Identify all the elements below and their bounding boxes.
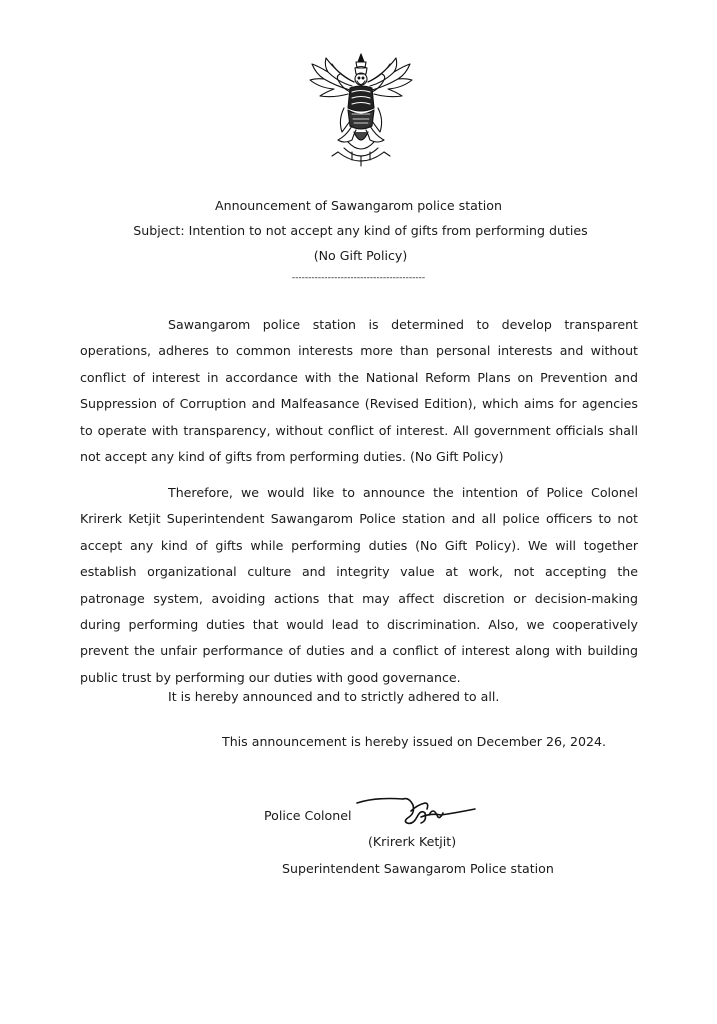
announcement-title: Announcement of Sawangarom police station [214, 198, 502, 213]
garuda-emblem-icon [308, 52, 414, 170]
body-paragraph-1: Sawangarom police station is determined to develop transparent operations, adheres to common interests more than personal interests and without conflict of interest in accordance with the National Reform Plans on Prevention and Suppression of Corruption and Malfeasance (Revised Edition), which aims for agencies to operate with transparency, without conflict of interest. All government officials shall not accept any kind of gifts from performing duties. (No Gift Policy) [80, 317, 638, 465]
issue-date-statement: This announcement is hereby issued on December 26, 2024. [222, 734, 607, 749]
body-paragraph-3: It is hereby announced and to strictly adhered to all. [168, 689, 500, 704]
announcement-policy-name: (No Gift Policy) [313, 248, 408, 263]
announcement-subject: Subject: Intention to not accept any kind of gifts from performing duties [133, 223, 588, 238]
body-paragraph-2: Therefore, we would like to announce the intention of Police Colonel Krirerk Ketjit Superintendent Sawangarom Police station and all police officers to not accept any kind of gifts while performing duties (No Gift Policy). We will together establish organizational culture and integrity value at work, not accepting the patronage system, avoiding actions that may affect discretion or decision-making during performing duties that would lead to discrimination. Also, we cooperatively prevent the unfair performance of duties and a conflict of interest along with building public trust by performing our duties with good governance. [80, 485, 638, 685]
handwritten-signature-icon [355, 793, 485, 833]
signatory-rank: Police Colonel [264, 808, 352, 823]
signatory-name: (Krirerk Ketjit) [368, 834, 457, 849]
header-divider: ----------------------------------------- [291, 273, 426, 283]
signatory-title: Superintendent Sawangarom Police station [282, 861, 554, 876]
